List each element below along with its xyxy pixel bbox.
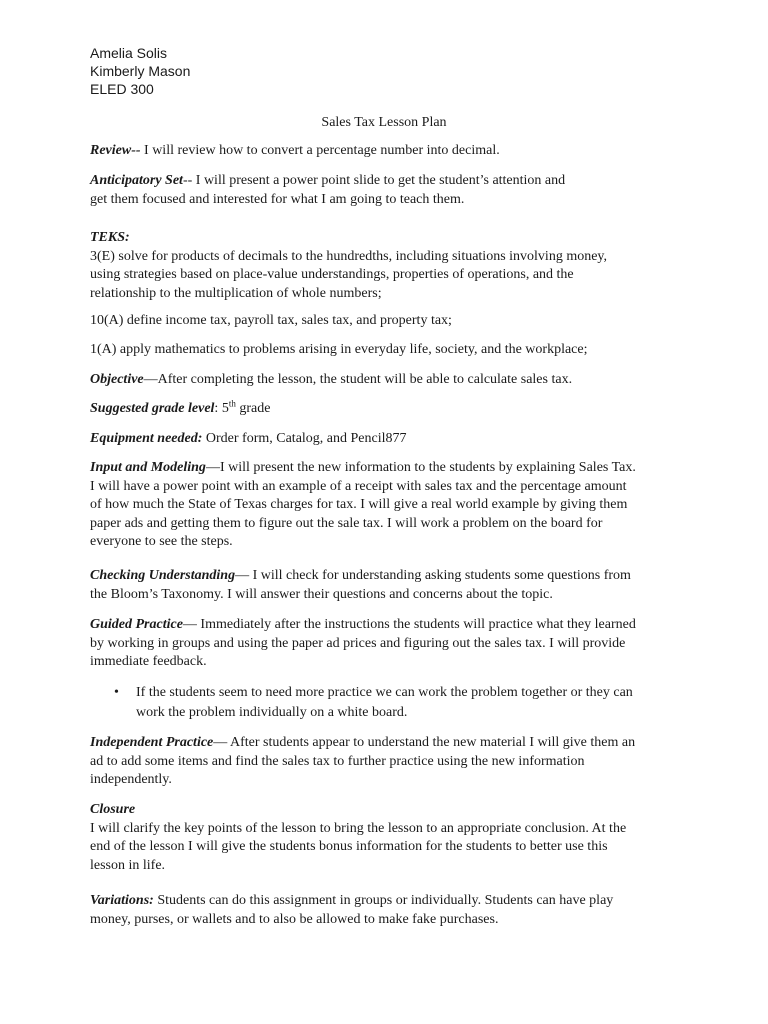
anticipatory-label: Anticipatory Set bbox=[90, 173, 183, 188]
guided-line-3: immediate feedback. bbox=[90, 654, 207, 669]
author-name-1: Amelia Solis bbox=[90, 45, 168, 61]
closure-line-2: end of the lesson I will give the students bonus information for the students to better use this bbox=[90, 839, 608, 854]
closure-label: Closure bbox=[90, 802, 136, 817]
grade-level-rest: grade bbox=[235, 401, 271, 416]
input-modeling-line-5: everyone to see the steps. bbox=[90, 534, 233, 549]
grade-level-sep: : bbox=[214, 401, 222, 416]
grade-level-section bbox=[90, 400, 690, 419]
guided-line-2: by working in groups and using the paper ad prices and figuring out the sales tax. I will provide bbox=[90, 635, 626, 651]
document-title: Sales Tax Lesson Plan bbox=[321, 115, 447, 130]
guided-bullet-item bbox=[90, 683, 690, 727]
guided-section bbox=[90, 616, 690, 672]
teks-item-2: 10(A) define income tax, payroll tax, sales tax, and property tax; bbox=[90, 313, 452, 328]
grade-level-label: Suggested grade level bbox=[90, 401, 215, 416]
independent-line-3: independently. bbox=[90, 772, 172, 787]
closure-line-3: lesson in life. bbox=[90, 857, 166, 873]
objective-label: Objective bbox=[90, 372, 144, 387]
variations-line-1: Students can do this assignment in groups or individually. Students can have play bbox=[153, 893, 614, 908]
objective-section bbox=[90, 371, 690, 390]
anticipatory-line-1: -- I will present a power point slide to get the student’s attention and bbox=[182, 173, 566, 188]
checking-section bbox=[90, 567, 690, 604]
input-modeling-line-4: paper ads and getting them to figure out the sale tax. I will work a problem on the board for bbox=[90, 515, 603, 531]
teks-item-1-line-1: 3(E) solve for products of decimals to the hundredths, including situations involving money, bbox=[90, 248, 608, 264]
input-modeling-line-1: —I will present the new information to the students by explaining Sales Tax. bbox=[205, 460, 636, 475]
independent-line-2: ad to add some items and find the sales tax to further practice using the new information bbox=[90, 753, 585, 769]
review-section bbox=[90, 142, 690, 161]
author-name-2: Kimberly Mason bbox=[90, 63, 191, 79]
independent-section bbox=[90, 734, 690, 790]
teks-section bbox=[90, 229, 690, 303]
input-modeling-line-2: I will have a power point with an example of a receipt with sales tax and the percentage amount bbox=[90, 478, 627, 494]
guided-bullet-line-1: If the students seem to need more practice we can work the problem together or they can bbox=[136, 685, 633, 700]
equipment-text: Order form, Catalog, and Pencil877 bbox=[202, 431, 407, 446]
input-modeling-label: Input and Modeling bbox=[90, 460, 206, 475]
variations-section bbox=[90, 892, 690, 929]
teks-item-3: 1(A) apply mathematics to problems arising in everyday life, society, and the workplace; bbox=[90, 342, 588, 357]
review-label: Review-- bbox=[90, 143, 141, 158]
variations-line-2: money, purses, or wallets and to also be allowed to make fake purchases. bbox=[90, 911, 499, 927]
teks-item-1-line-3: relationship to the multiplication of whole numbers; bbox=[90, 285, 382, 301]
guided-line-1: — Immediately after the instructions the students will practice what they learned bbox=[182, 617, 636, 632]
bullet-icon: • bbox=[114, 685, 119, 700]
closure-section bbox=[90, 801, 690, 875]
input-modeling-line-3: of how much the State of Texas charges for tax. I will give a real world example by giving them bbox=[90, 497, 628, 512]
equipment-section bbox=[90, 430, 690, 449]
objective-text: —After completing the lesson, the student will be able to calculate sales tax. bbox=[143, 372, 573, 387]
guided-bullet-line-2: work the problem individually on a white board. bbox=[136, 705, 408, 720]
review-text: I will review how to convert a percentage number into decimal. bbox=[140, 143, 500, 158]
closure-line-1: I will clarify the key points of the lesson to bring the lesson to an appropriate conclusion. At the bbox=[90, 820, 627, 836]
anticipatory-section bbox=[90, 172, 690, 209]
independent-label: Independent Practice bbox=[90, 735, 214, 750]
input-modeling-section bbox=[90, 459, 690, 552]
checking-line-1: — I will check for understanding asking students some questions from bbox=[235, 568, 631, 583]
teks-label: TEKS: bbox=[90, 230, 130, 245]
anticipatory-line-2: get them focused and interested for what I am going to teach them. bbox=[90, 191, 465, 207]
grade-level-number: 5 bbox=[221, 401, 229, 416]
variations-label: Variations: bbox=[90, 893, 154, 908]
checking-line-2: the Bloom’s Taxonomy. I will answer their questions and concerns about the topic. bbox=[90, 586, 553, 602]
teks-item-1-line-2: using strategies based on place-value understandings, properties of operations, and the bbox=[90, 267, 574, 282]
checking-label: Checking Understanding bbox=[90, 568, 236, 583]
independent-line-1: — After students appear to understand the new material I will give them an bbox=[213, 735, 636, 750]
equipment-label: Equipment needed: bbox=[90, 431, 203, 446]
guided-label: Guided Practice bbox=[90, 617, 183, 632]
course-code: ELED 300 bbox=[90, 81, 154, 97]
grade-level-suffix: th bbox=[228, 398, 236, 409]
